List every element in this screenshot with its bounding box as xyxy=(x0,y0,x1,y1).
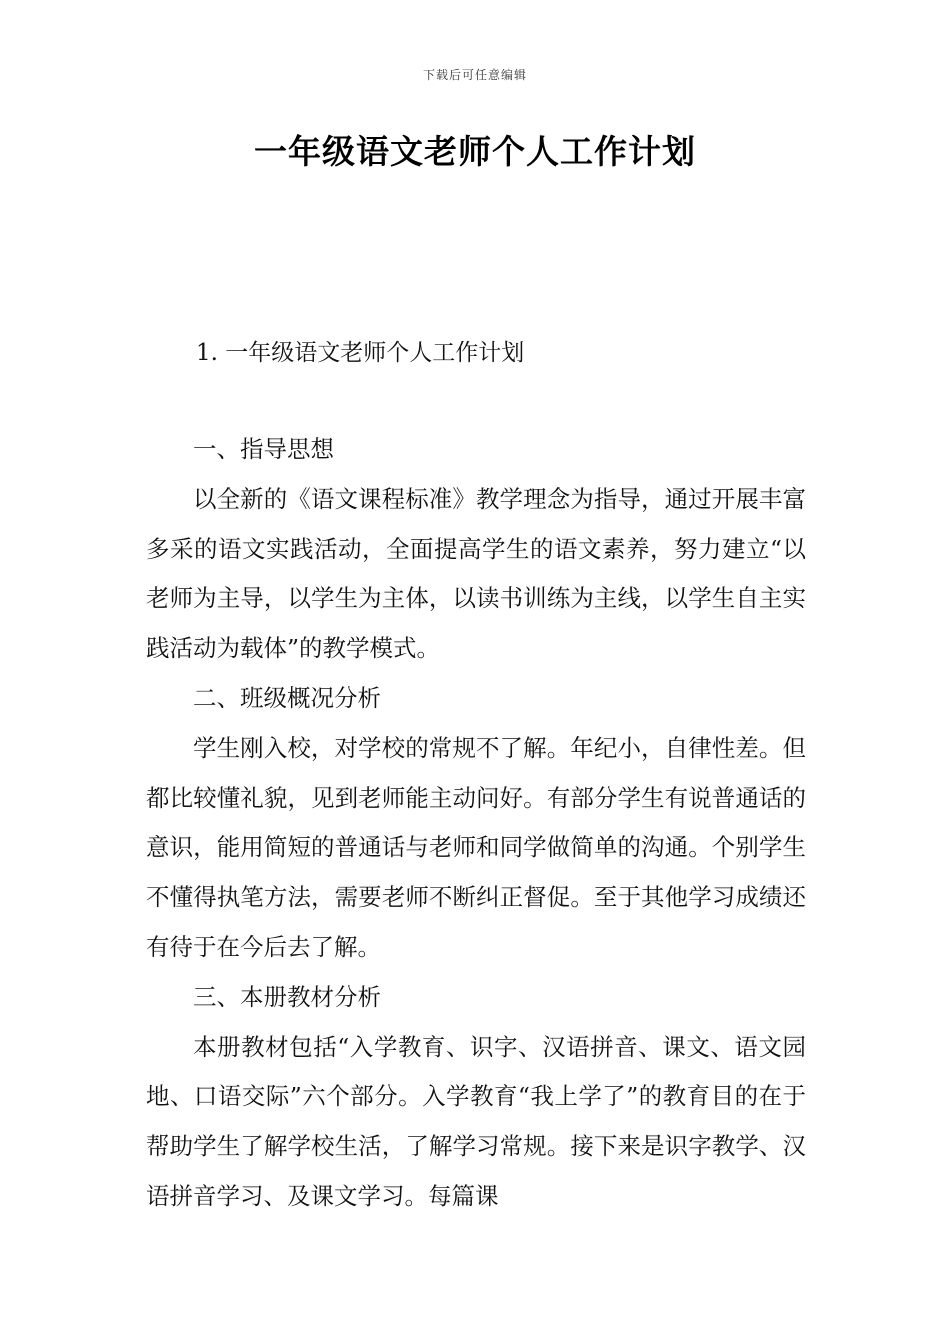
section-heading-guiding-thought: 一、指导思想 xyxy=(193,435,334,463)
document-body xyxy=(146,425,806,1222)
document-subtitle: 1. 一年级语文老师个人工作计划 xyxy=(196,340,525,366)
section-paragraph-textbook-analysis: 本册教材包括“入学教育、识字、汉语拼音、课文、语文园地、口语交际”六个部分。入学教育“我上学了”的教育目的在于帮助学生了解学校生活，了解学习常规。接下来是识字教学、汉语拼音学习、及课文学习。每篇课 xyxy=(146,1032,806,1210)
section-heading-class-overview: 二、班级概况分析 xyxy=(193,683,381,712)
section-paragraph-guiding-thought: 以全新的《语文课程标准》教学理念为指导，通过开展丰富多采的语文实践活动，全面提高学生的语文素养，努力建立“以老师为主导，以学生为主体，以读书训练为主线，以学生自主实践活动为载体”的教学模式。 xyxy=(146,484,806,663)
document-title: 一年级语文老师个人工作计划 xyxy=(254,132,696,171)
header-note: 下载后可任意编辑 xyxy=(422,68,527,82)
section-heading-textbook-analysis: 三、本册教材分析 xyxy=(193,982,381,1011)
section-paragraph-class-overview: 学生刚入校，对学校的常规不了解。年纪小，自律性差。但都比较懂礼貌，见到老师能主动问好。有部分学生有说普通话的意识，能用简短的普通话与老师和同学做简单的沟通。个别学生不懂得执笔方法，需要老师不断纠正督促。至于其他学习成绩还有待于在今后去了解。 xyxy=(146,733,806,961)
